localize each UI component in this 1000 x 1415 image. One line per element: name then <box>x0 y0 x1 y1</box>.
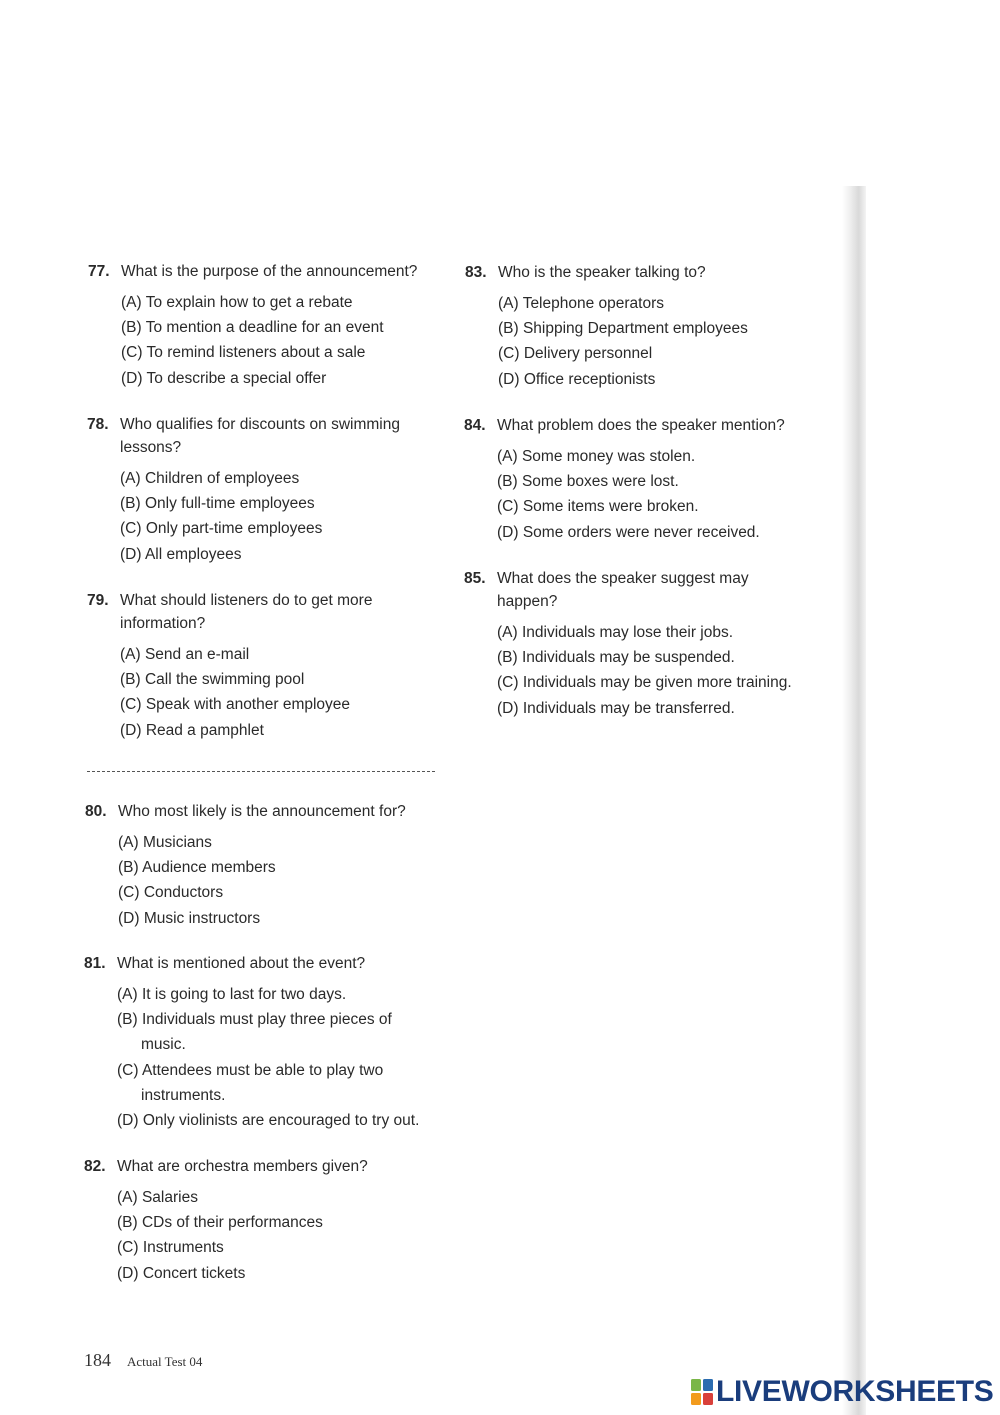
option-b[interactable]: (B) To mention a deadline for an event <box>121 319 384 337</box>
option-list <box>464 444 834 545</box>
question-81 <box>84 952 444 1133</box>
option-c[interactable]: (C) Some items were broken. <box>497 498 699 516</box>
page-edge-shadow <box>842 186 866 1415</box>
option-a[interactable]: (A) Musicians <box>118 834 212 851</box>
question-number: 82. <box>84 1158 106 1175</box>
option-a[interactable]: (A) Some money was stolen. <box>497 448 696 465</box>
question-text: Who is the speaker talking to? <box>498 264 706 281</box>
question-stem <box>464 414 834 437</box>
page-number: 184 <box>84 1350 111 1370</box>
question-stem <box>88 260 448 283</box>
question-stem <box>87 589 417 635</box>
brand-name: LIVEWORKSHEETS <box>716 1375 994 1408</box>
question-stem <box>87 413 427 459</box>
option-list <box>87 466 427 567</box>
option-d[interactable]: (D) Individuals may be transferred. <box>497 699 735 717</box>
option-list <box>464 620 804 721</box>
option-d[interactable]: (D) Office receptionists <box>498 370 656 388</box>
question-text: Who qualifies for discounts on swimming lessons? <box>120 416 400 456</box>
question-stem <box>85 800 445 823</box>
question-77 <box>88 260 448 391</box>
question-text: What problem does the speaker mention? <box>497 417 785 434</box>
question-stem <box>464 567 804 613</box>
question-number: 80. <box>85 803 107 820</box>
option-b[interactable]: (B) Only full-time employees <box>120 495 315 513</box>
option-c[interactable]: (C) Only part-time employees <box>120 520 323 538</box>
option-list <box>84 982 420 1133</box>
option-b[interactable]: (B) Shipping Department employees <box>498 320 748 338</box>
option-b[interactable]: (B) CDs of their performances <box>117 1214 323 1232</box>
option-d[interactable]: (D) Concert tickets <box>117 1264 246 1282</box>
option-d[interactable]: (D) Read a pamphlet <box>120 721 264 739</box>
option-c[interactable]: (C) Speak with another employee <box>120 696 351 714</box>
option-b[interactable]: (B) Individuals must play three pieces of music. <box>117 1011 392 1054</box>
option-a[interactable]: (A) Telephone operators <box>498 295 665 312</box>
question-number: 81. <box>84 955 106 972</box>
question-number: 78. <box>87 416 109 433</box>
option-c[interactable]: (C) Instruments <box>117 1239 224 1257</box>
page-footer <box>84 1350 202 1371</box>
option-c[interactable]: (C) Individuals may be given more training. <box>497 674 792 692</box>
question-text: What should listeners do to get more information? <box>120 592 373 632</box>
option-list <box>85 830 445 931</box>
question-84 <box>464 414 834 545</box>
option-d[interactable]: (D) To describe a special offer <box>121 369 327 387</box>
liveworksheets-brand <box>691 1374 994 1410</box>
option-a[interactable]: (A) Send an e-mail <box>120 646 250 663</box>
question-text: What is the purpose of the announcement? <box>121 263 418 280</box>
question-number: 79. <box>87 592 109 609</box>
option-b[interactable]: (B) Some boxes were lost. <box>497 473 679 491</box>
option-c[interactable]: (C) Delivery personnel <box>498 345 653 363</box>
option-b[interactable]: (B) Call the swimming pool <box>120 671 305 689</box>
option-c[interactable]: (C) Attendees must be able to play two instruments. <box>117 1061 384 1104</box>
liveworksheets-logo-icon <box>691 1379 713 1405</box>
question-78 <box>87 413 427 567</box>
option-a[interactable]: (A) It is going to last for two days. <box>117 986 347 1003</box>
option-b[interactable]: (B) Individuals may be suspended. <box>497 649 735 667</box>
option-c[interactable]: (C) Conductors <box>118 884 224 902</box>
option-d[interactable]: (D) Some orders were never received. <box>497 523 760 541</box>
option-list <box>88 290 448 391</box>
question-text: Who most likely is the announcement for? <box>118 803 406 820</box>
question-number: 77. <box>88 263 110 280</box>
option-c[interactable]: (C) To remind listeners about a sale <box>121 344 366 362</box>
option-a[interactable]: (A) Salaries <box>117 1189 198 1206</box>
question-number: 85. <box>464 570 486 587</box>
question-80 <box>85 800 445 931</box>
question-85 <box>464 567 804 721</box>
question-number: 84. <box>464 417 486 434</box>
option-d[interactable]: (D) All employees <box>120 545 242 563</box>
question-82 <box>84 1155 444 1286</box>
question-text: What are orchestra members given? <box>117 1158 368 1175</box>
option-a[interactable]: (A) Children of employees <box>120 470 300 487</box>
option-d[interactable]: (D) Music instructors <box>118 909 261 927</box>
question-stem <box>465 261 835 284</box>
option-b[interactable]: (B) Audience members <box>118 859 276 877</box>
option-list <box>87 642 417 743</box>
footer-label: Actual Test 04 <box>127 1354 203 1369</box>
question-text: What is mentioned about the event? <box>117 955 366 972</box>
option-list <box>465 291 835 392</box>
option-a[interactable]: (A) Individuals may lose their jobs. <box>497 624 734 641</box>
option-d[interactable]: (D) Only violinists are encouraged to try out. <box>117 1112 420 1130</box>
section-divider <box>87 771 435 772</box>
option-list <box>84 1185 444 1286</box>
question-stem <box>84 1155 444 1178</box>
question-text: What does the speaker suggest may happen? <box>497 570 749 610</box>
question-83 <box>465 261 835 392</box>
question-79 <box>87 589 417 743</box>
option-a[interactable]: (A) To explain how to get a rebate <box>121 294 353 311</box>
question-stem <box>84 952 444 975</box>
question-number: 83. <box>465 264 487 281</box>
